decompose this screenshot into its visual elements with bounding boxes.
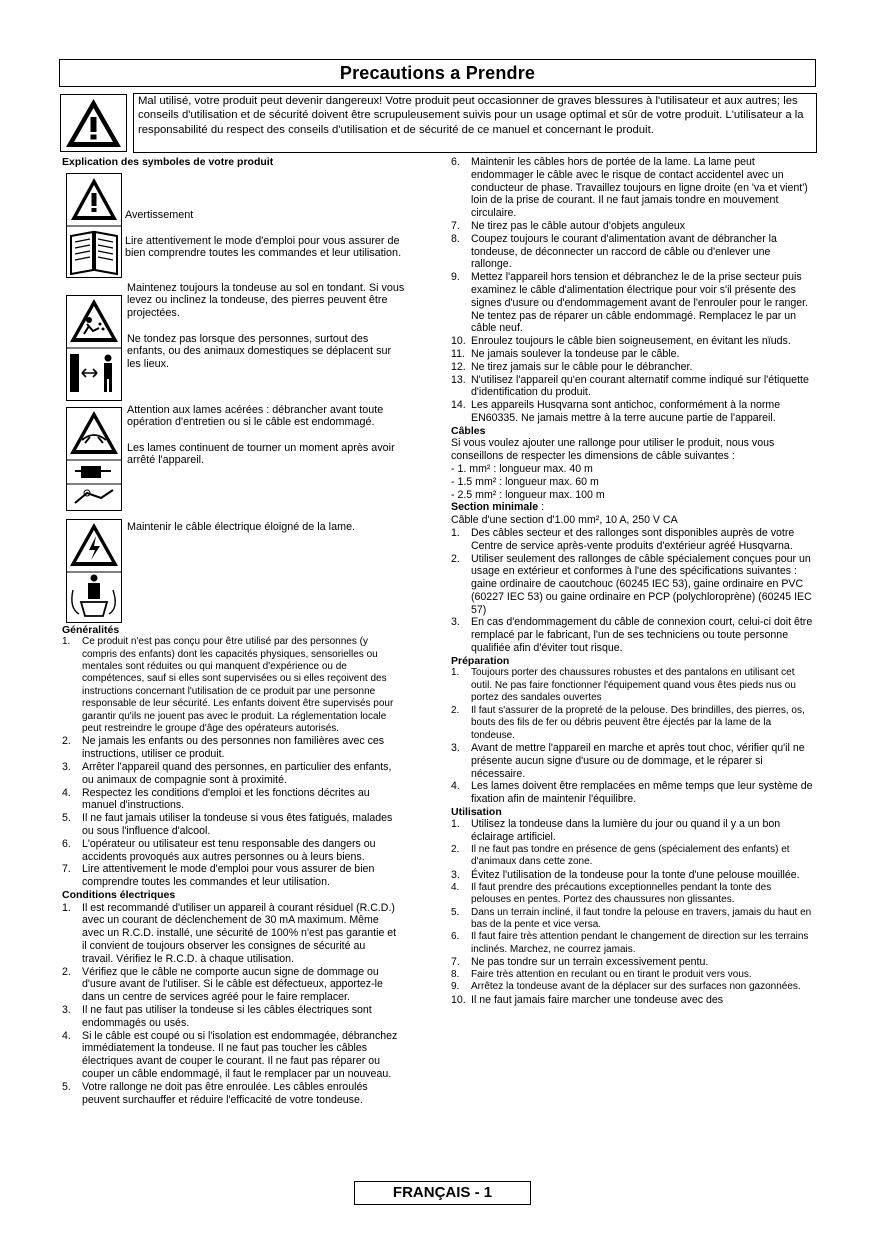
symbol-sharp-blades-text: Attention aux lames acérées : débrancher avant toute opération d'entretien ou si le câble est endommagé. — [127, 403, 384, 429]
list-item: 9. Mettez l'appareil hors tension et débranchez le de la prise secteur puis examinez le câble d'alimentation électrique pour voir s'il présente des signes d'usure ou d'endommagement avant de l'enrouler pour le ranger. Ne tentez pas de réparer un câble endommagé. Remplacez le par un câble neuf. — [451, 271, 809, 335]
conditions-heading: Conditions électriques — [62, 889, 176, 901]
section-heading: Section minimale — [451, 501, 539, 514]
cable-spec-line: - 1.5 mm² : longueur max. 60 m — [451, 475, 599, 488]
list-item: 6. Maintenir les câbles hors de portée de la lame. La lame peut endommager le câble avec le risque de contact accidentel avec un conducteur de phase. Travaillez toujours en ligne droite (en 'va et vient') loin de la prise de courant. Il ne faut jamais tondre en mouvement circulaire. — [451, 156, 808, 220]
list-item: 4. Respectez les conditions d'emploi et les fonctions décrites au manuel d'instructions. — [62, 786, 370, 812]
symbols-heading: Explication des symboles de votre produit — [62, 156, 274, 168]
list-item: 7. Ne pas tondre sur un terrain excessivement pentu. — [451, 956, 709, 969]
section-heading-suffix: : — [538, 501, 545, 514]
list-item: 5. Dans un terrain incliné, il faut tondre la pelouse en travers, jamais du haut en bas de la pente et vice versa. — [451, 906, 812, 930]
symbol-blades-rotate-text: Les lames continuent de tourner un moment après avoir arrêté l'appareil. — [127, 441, 395, 467]
generalites-list — [62, 636, 399, 889]
page-title: Precautions a Prendre — [339, 63, 536, 83]
list-item: 2. Il ne faut pas tondre en présence de gens (spécialement des enfants) et d'animaux dans cette zone. — [451, 844, 790, 868]
list-item: 1. Utilisez la tondeuse dans la lumière du jour ou quand il y a un bon éclairage artificiel. — [451, 818, 781, 844]
thrown-objects-icon — [66, 295, 122, 401]
section-heading-line — [451, 501, 813, 514]
symbol-read-manual-text: Lire attentivement le mode d'emploi pour vous assurer de bien comprendre toutes les commandes et leur utilisation. — [125, 234, 402, 260]
section-intro: Câble d'une section d'1.00 mm², 10 A, 250 V CA — [451, 514, 678, 527]
list-item: 14. Les appareils Husqvarna sont antichoc, conformément à la norme EN60335. Ne jamais mettre à la terre aucune partie de l'appareil. — [451, 399, 781, 424]
preparation-list — [451, 667, 813, 805]
list-item: 8. Faire très attention en reculant ou en tirant le produit vers vous. — [451, 968, 752, 980]
list-item: 2. Ne jamais les enfants ou des personnes non familières avec ces instructions, utiliser ce produit. — [62, 735, 385, 761]
list-item: 2. Utiliser seulement des rallonges de câble spécialement conçues pour un usage en extérieur et conformes à l'une des spécifications suivantes : gaine ordinaire de caoutchouc (60245 IEC 53), gaine ordinaire en PVC (60227 IEC 53) ou gaine ordinaire en PCP (polychloroprène) (60245 IEC 57) — [451, 552, 812, 616]
list-item: 9. Arrêtez la tondeuse avant de la déplacer sur des surfaces non gazonnées. — [451, 981, 801, 993]
symbol-bystanders-text: Ne tondez pas lorsque des personnes, surtout des enfants, ou des animaux domestiques se déplacent sur les lieux. — [127, 332, 392, 371]
electric-cable-icon — [66, 519, 122, 623]
list-item: 6. L'opérateur ou utilisateur est tenu responsable des dangers ou accidents provoqués aux autres personnes ou à leurs biens. — [62, 837, 376, 863]
list-item: 1. Des câbles secteur et des rallonges sont disponibles auprès de votre Centre de service après-vente produits d'extérieur agréé Husqvarna. — [451, 526, 795, 552]
sharp-blades-icon — [66, 407, 122, 511]
list-item: 1. Ce produit n'est pas conçu pour être utilisé par des personnes (y compris des enfants) dont les capacités physiques, sensorielles ou mentales sont réduites ou qui manquent d'expérience ou de compétences, sauf si elles sont supervisées ou si elles reçoivent des instructions concernant l'utilisation de ce produit par une personne responsable de leur sécurité. Les enfants doivent être supervisés pour garantir qu'ils ne jouent pas avec le produit. La réglementation locale peut restreindre le groupe d'âge des opérateurs autorisés. — [62, 636, 394, 735]
list-item: 3. Évitez l'utilisation de la tondeuse pour la tonte d'une pelouse mouillée. — [451, 868, 800, 881]
list-item: 7. Lire attentivement le mode d'emploi pour vous assurer de bien comprendre toutes les commandes et leur utilisation. — [62, 863, 375, 889]
list-item: 3. Avant de mettre l'appareil en marche et après tout choc, vérifier qu'il ne présente aucun signe d'usure ou de dommage, et le réparer si nécessaire. — [451, 741, 805, 780]
list-item: 3. En cas d'endommagement du câble de connexion court, celui-ci doit être remplacé par le fabricant, l'un de ses techniciens ou toute personne qualifiée afin d'éviter tout risque. — [451, 616, 813, 655]
list-item: 2. Vérifiez que le câble ne comporte aucun signe de dommage ou d'usure avant de l'utiliser. Si le câble est défectueux, apportez-le dans un centre de services agréé pour le faire remplacer. — [62, 965, 383, 1004]
cable-spec-line: - 1. mm² : longueur max. 40 m — [451, 462, 593, 475]
list-item: 4. Il faut prendre des précautions exceptionnelles pendant la tonte des pelouses en pentes. Portez des chaussures non glissantes. — [451, 881, 772, 906]
utilisation-heading: Utilisation — [451, 805, 502, 818]
read-manual-icon — [66, 173, 122, 278]
list-item: 4. Les lames doivent être remplacées en même temps que leur système de fixation afin de maintenir l'équilibre. — [451, 780, 813, 806]
conditions-list-left — [62, 902, 399, 1107]
page-title-box — [59, 59, 816, 87]
utilisation-list — [451, 818, 813, 1006]
list-item: 5. Il ne faut jamais utiliser la tondeuse si vous êtes fatigués, malades ou sous l'influence d'alcool. — [62, 812, 393, 838]
list-item: 1. Toujours porter des chaussures robustes et des pantalons en utilisant cet outil. Ne pas faire fonctionner l'équipement quand vous êtes pieds nus ou portez des sandales ouvertes — [451, 667, 796, 704]
list-item: 10. Il ne faut jamais faire marcher une tondeuse avec des — [451, 993, 724, 1006]
generalites-heading: Généralités — [62, 623, 120, 636]
list-item: 4. Si le câble est coupé ou si l'isolation est endommagée, débranchez immédiatement la tondeuse. Il ne faut pas toucher les câbles électriques avant de couper le courant. Il ne faut pas réparer ou couper un câble endommagé, il faut le remplacer par un nouveau. — [62, 1029, 398, 1080]
left-column — [62, 156, 405, 1106]
preparation-heading: Préparation — [451, 654, 510, 667]
list-item: 10. Enroulez toujours le câble bien soigneusement, en évitant les nïuds. — [451, 335, 791, 348]
list-item: 8. Coupez toujours le courant d'alimentation avant de débrancher la tondeuse, de déconnecter un raccord de câble ou d'enlever une rallonge. — [451, 232, 777, 271]
list-item: 2. Il faut s'assurer de la propreté de la pelouse. Des brindilles, des pierres, os, bouts des fils de fer ou débris peuvent être éjectés par la lame de la tondeuse. — [451, 704, 805, 741]
list-item: 12. Ne tirez jamais sur le câble pour le débrancher. — [451, 360, 693, 373]
symbol-cable-text: Maintenir le câble électrique éloigné de la lame. — [127, 520, 356, 533]
cable-spec-line: - 2.5 mm² : longueur max. 100 m — [451, 488, 605, 501]
section-list — [451, 527, 813, 655]
list-item: 3. Arrêter l'appareil quand des personnes, en particulier des enfants, ou animaux de compagnie sont à proximité. — [62, 761, 392, 786]
list-item: 5. Votre rallonge ne doit pas être enroulée. Les câbles enroulés peuvent surchauffer et réduire l'efficacité de votre tondeuse. — [62, 1080, 368, 1106]
symbol-warning-label: Avertissement — [125, 208, 194, 221]
symbol-thrown-objects-text: Maintenez toujours la tondeuse au sol en tondant. Si vous levez ou inclinez la tondeuse, des pierres peuvent être projectées. — [127, 281, 405, 320]
list-item: 6. Il faut faire très attention pendant le changement de direction sur les terrains inclinés. Marchez, ne courrez jamais. — [451, 931, 809, 955]
list-item: 3. Il ne faut pas utiliser la tondeuse si les câbles électriques sont endommagés ou usés. — [62, 1003, 372, 1029]
cables-heading: Câbles — [451, 424, 486, 437]
symbols-section — [62, 169, 405, 624]
list-item: 13. N'utilisez l'appareil qu'en courant alternatif comme indiqué sur l'étiquette d'identification du produit. — [451, 373, 809, 399]
page-footer: FRANÇAIS - 1 — [354, 1181, 531, 1205]
list-item: 1. Il est recommandé d'utiliser un appareil à courant résiduel (R.C.D.) avec un courant de déclenchement de 30 mA maximum. Même avec un R.C.D. installé, une sécurité de 100% n'est pas garantie et il convient de toujours observer les consignes de sécurité au travail. Vérifiez le R.C.D. à chaque utilisation. — [62, 901, 397, 965]
warning-triangle-icon — [60, 94, 127, 152]
conditions-list-right — [451, 156, 813, 425]
cables-intro: Si vous voulez ajouter une rallonge pour utiliser le produit, nous vous conseillons de respecter les dimensions de câble suivantes : — [451, 437, 775, 463]
list-item: 11. Ne jamais soulever la tondeuse par le câble. — [451, 347, 680, 360]
safety-warning-paragraph: Mal utilisé, votre produit peut devenir dangereux! Votre produit peut occasionner de graves blessures à l'utilisateur et aux autres; les conseils d'utilisation et de sécurité doivent être scrupuleusement suivis pour un usage optimal et sûr de votre produit. L'utilisateur a la responsabilité du respect des conseils d'utilisation et de sécurité de ce manuel et concernant le produit. — [133, 93, 817, 153]
right-column — [451, 156, 813, 1007]
list-item: 7. Ne tirez pas le câble autour d'objets anguleux — [451, 219, 686, 232]
